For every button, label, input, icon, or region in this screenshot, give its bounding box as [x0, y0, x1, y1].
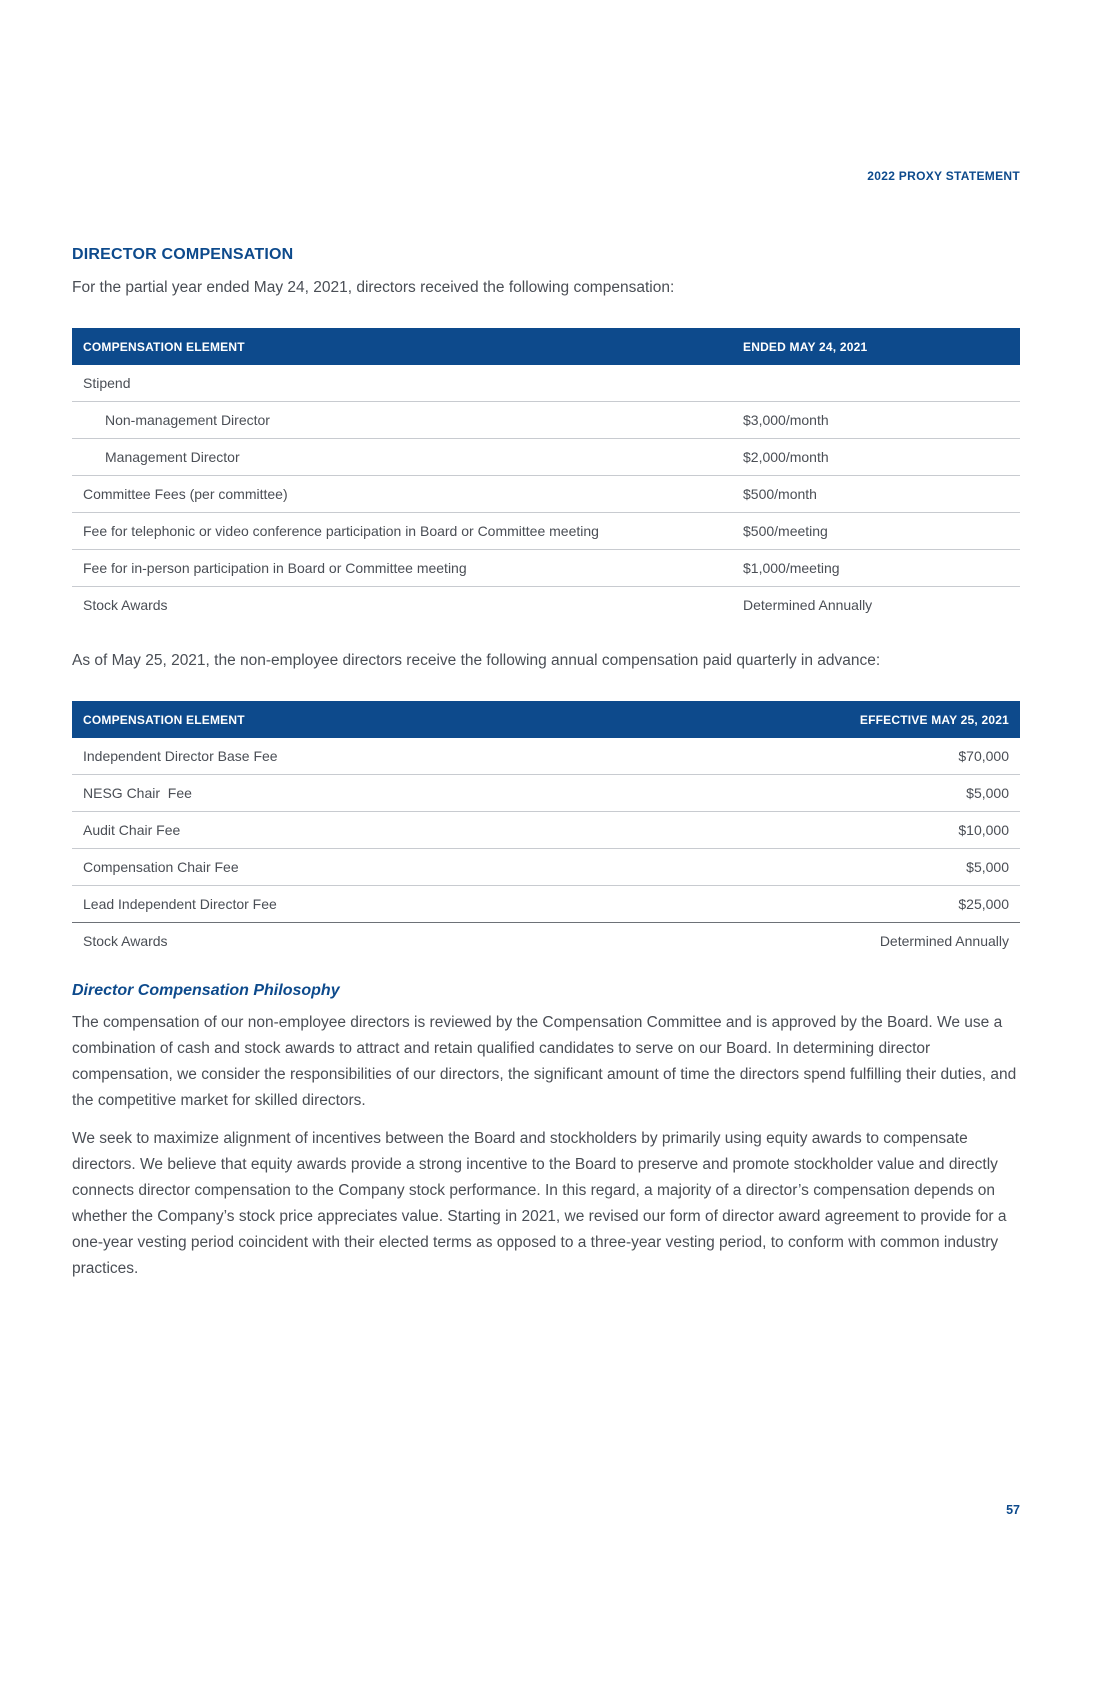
element-cell: Stock Awards — [83, 597, 168, 613]
amount-cell: $3,000/month — [732, 402, 1020, 439]
amount-cell — [732, 365, 1020, 402]
amount-cell: $5,000 — [732, 849, 1020, 886]
table-header-row — [72, 328, 1020, 365]
amount-cell: $500/meeting — [732, 513, 1020, 550]
document-page — [72, 0, 1020, 1700]
amount-cell: $1,000/meeting — [732, 550, 1020, 587]
amount-cell: $70,000 — [732, 738, 1020, 775]
element-cell: Non-management Director — [72, 402, 732, 439]
column-header-element: COMPENSATION ELEMENT — [72, 328, 732, 365]
element-cell: Compensation Chair Fee — [72, 849, 732, 886]
table-row — [72, 738, 1020, 775]
page-number: 57 — [1006, 1503, 1020, 1517]
table-row — [72, 886, 1020, 923]
table1-intro: For the partial year ended May 24, 2021, directors received the following compensation: — [72, 279, 675, 296]
table-row — [72, 365, 1020, 402]
table2-intro: As of May 25, 2021, the non-employee directors receive the following annual compensation paid quarterly in advance: — [72, 652, 881, 669]
element-cell: Management Director — [72, 439, 732, 476]
section-title: DIRECTOR COMPENSATION — [72, 246, 294, 263]
amount-cell: Determined Annually — [743, 597, 873, 613]
amount-cell: Determined Annually — [879, 933, 1009, 949]
table-row — [72, 849, 1020, 886]
element-cell: Independent Director Base Fee — [72, 738, 732, 775]
element-cell: Fee for in-person participation in Board or Committee meeting — [72, 550, 732, 587]
column-header-period: EFFECTIVE MAY 25, 2021 — [732, 701, 1020, 738]
table-row — [72, 550, 1020, 587]
element-cell: Stock Awards — [83, 933, 168, 949]
philosophy-paragraph-1: The compensation of our non-employee directors is reviewed by the Compensation Committee and is approved by the Board. We use a combination of cash and stock awards to attract and retain qualified candidates to serve on our Board. In determining director compensation, we consider the responsibilities of our directors, the significant amount of time the directors spend fulfilling their duties, and the competitive market for skilled directors. — [72, 1014, 1017, 1109]
table-header-row — [72, 701, 1020, 738]
element-cell: Lead Independent Director Fee — [72, 886, 732, 923]
table-row — [72, 513, 1020, 550]
element-cell: Fee for telephonic or video conference participation in Board or Committee meeting — [72, 513, 732, 550]
amount-cell: $5,000 — [732, 775, 1020, 812]
amount-cell: $2,000/month — [732, 439, 1020, 476]
amount-cell: $500/month — [732, 476, 1020, 513]
table-row — [72, 439, 1020, 476]
compensation-table-annual — [72, 701, 1020, 959]
column-header-period: ENDED MAY 24, 2021 — [732, 328, 1020, 365]
column-header-element: COMPENSATION ELEMENT — [72, 701, 732, 738]
element-cell: Committee Fees (per committee) — [72, 476, 732, 513]
element-cell: Audit Chair Fee — [72, 812, 732, 849]
amount-cell: $25,000 — [732, 886, 1020, 923]
table-row — [72, 402, 1020, 439]
philosophy-paragraph-2: We seek to maximize alignment of incentives between the Board and stockholders by primarily using equity awards to compensate directors. We believe that equity awards provide a strong incentive to the Board to preserve and promote stockholder value and directly connects director compensation to the Company stock performance. In this regard, a majority of a director’s compensation depends on whether the Company’s stock price appreciates value. Starting in 2021, we revised our form of director award agreement to provide for a one-year vesting period coincident with their elected terms as opposed to a three-year vesting period, to conform with common industry practices. — [72, 1130, 1007, 1277]
amount-cell: $10,000 — [732, 812, 1020, 849]
table-row — [72, 587, 1020, 624]
element-cell: NESG Chair Fee — [72, 775, 732, 812]
running-header: 2022 PROXY STATEMENT — [867, 169, 1020, 183]
compensation-table-partial-year — [72, 328, 1020, 623]
philosophy-heading: Director Compensation Philosophy — [72, 982, 340, 999]
table-row — [72, 476, 1020, 513]
element-cell: Stipend — [72, 365, 732, 402]
table-row — [72, 775, 1020, 812]
table-row — [72, 923, 1020, 960]
table-row — [72, 812, 1020, 849]
